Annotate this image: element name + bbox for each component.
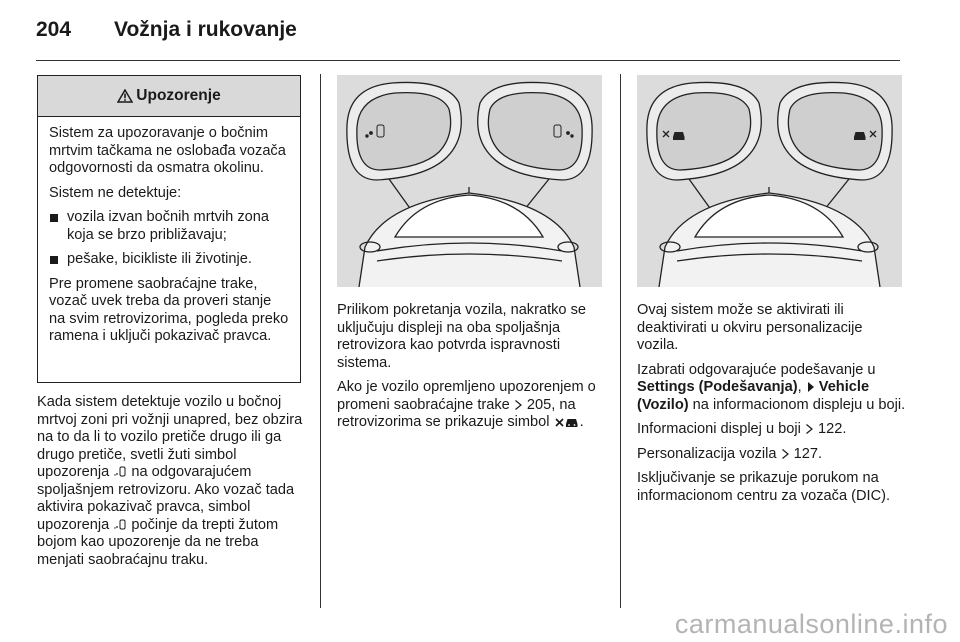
warning-paragraph: Pre promene saobraćajne trake, vozač uvek treba da proveri stanje na svim retrovizorima, pogleda preko ramena i uključi pokazivač pravca.	[49, 275, 289, 344]
left-column-text: Kada sistem detektuje vozilo u bočnoj mrtvoj zoni pri vožnji unapred, bez obzira na to da li to vozilo pretiče drugo ili ga drugo pretiče, svetli žuti simbol upozorenja na odgovarajućem spoljašnjem retrovizoru. Ako vozač tada aktivira pokazivač pravca, simbol upozorenja počinje da trepti žutom bojom kao upozorenje da ne treba menjati saobraćajnu traku.	[37, 394, 303, 568]
right-column-text	[637, 302, 907, 512]
menu-arrow-icon	[806, 381, 815, 393]
car-mirrors-drawing	[337, 75, 602, 287]
middle-column-text	[337, 302, 609, 439]
right-paragraph: Izabrati odgovarajuće podešavanje u Settings (Podešavanja), Vehicle (Vozilo) na informacionom displeju u boji.	[637, 361, 906, 413]
warning-triangle-icon	[117, 89, 133, 103]
warning-header	[38, 76, 300, 117]
column-divider-right	[620, 74, 621, 608]
page-reference-icon	[805, 423, 814, 435]
lane-change-illustration	[637, 75, 902, 287]
warning-bullet: pešake, bicikliste ili životinje.	[49, 251, 290, 269]
warning-body	[38, 117, 300, 346]
settings-menu-label: Settings (Podešavanja)	[637, 379, 798, 395]
middle-paragraph: Prilikom pokretanja vozila, nakratko se uključuju displeji na oba spoljašnja retrovizora kao potvrda ispravnosti sistema.	[337, 302, 587, 371]
middle-paragraph: Ako je vozilo opremljeno upozorenjem o promeni saobraćajne trake 205, na retrovizorima se prikazuje simbol .	[337, 379, 596, 430]
mirror-display-illustration	[337, 75, 602, 287]
page-reference-icon	[781, 448, 790, 460]
column-divider-left	[320, 74, 321, 608]
right-paragraph: Informacioni displej u boji 122.	[637, 421, 847, 437]
blind-spot-warning-icon	[113, 466, 127, 478]
right-paragraph: Ovaj sistem može se aktivirati ili deaktivirati u okviru personalizacije vozila.	[637, 302, 863, 353]
page-number: 204	[36, 18, 72, 41]
warning-box	[37, 75, 301, 383]
page-reference-icon	[514, 399, 523, 411]
watermark: carmanualsonline.info	[674, 609, 948, 639]
warning-title: Upozorenje	[136, 87, 221, 104]
header-rule	[36, 60, 900, 61]
blind-spot-warning-icon	[113, 519, 127, 531]
warning-paragraph: Sistem ne detektuje:	[49, 184, 182, 201]
lane-change-warning-icon	[554, 416, 580, 428]
warning-bullet: vozila izvan bočnih mrtvih zona koja se brzo približavaju;	[49, 209, 290, 244]
page-title: Vožnja i rukovanje	[114, 18, 297, 41]
car-mirrors-drawing	[637, 75, 902, 287]
warning-paragraph: Sistem za upozoravanje o bočnim mrtvim tačkama ne oslobađa vozača odgovornosti da osmatra okolinu.	[49, 125, 286, 176]
right-paragraph: Isključivanje se prikazuje porukom na informacionom centru za vozača (DIC).	[637, 470, 891, 504]
right-paragraph: Personalizacija vozila 127.	[637, 445, 823, 462]
vehicle-menu-label: Vehicle (Vozilo)	[637, 379, 870, 413]
